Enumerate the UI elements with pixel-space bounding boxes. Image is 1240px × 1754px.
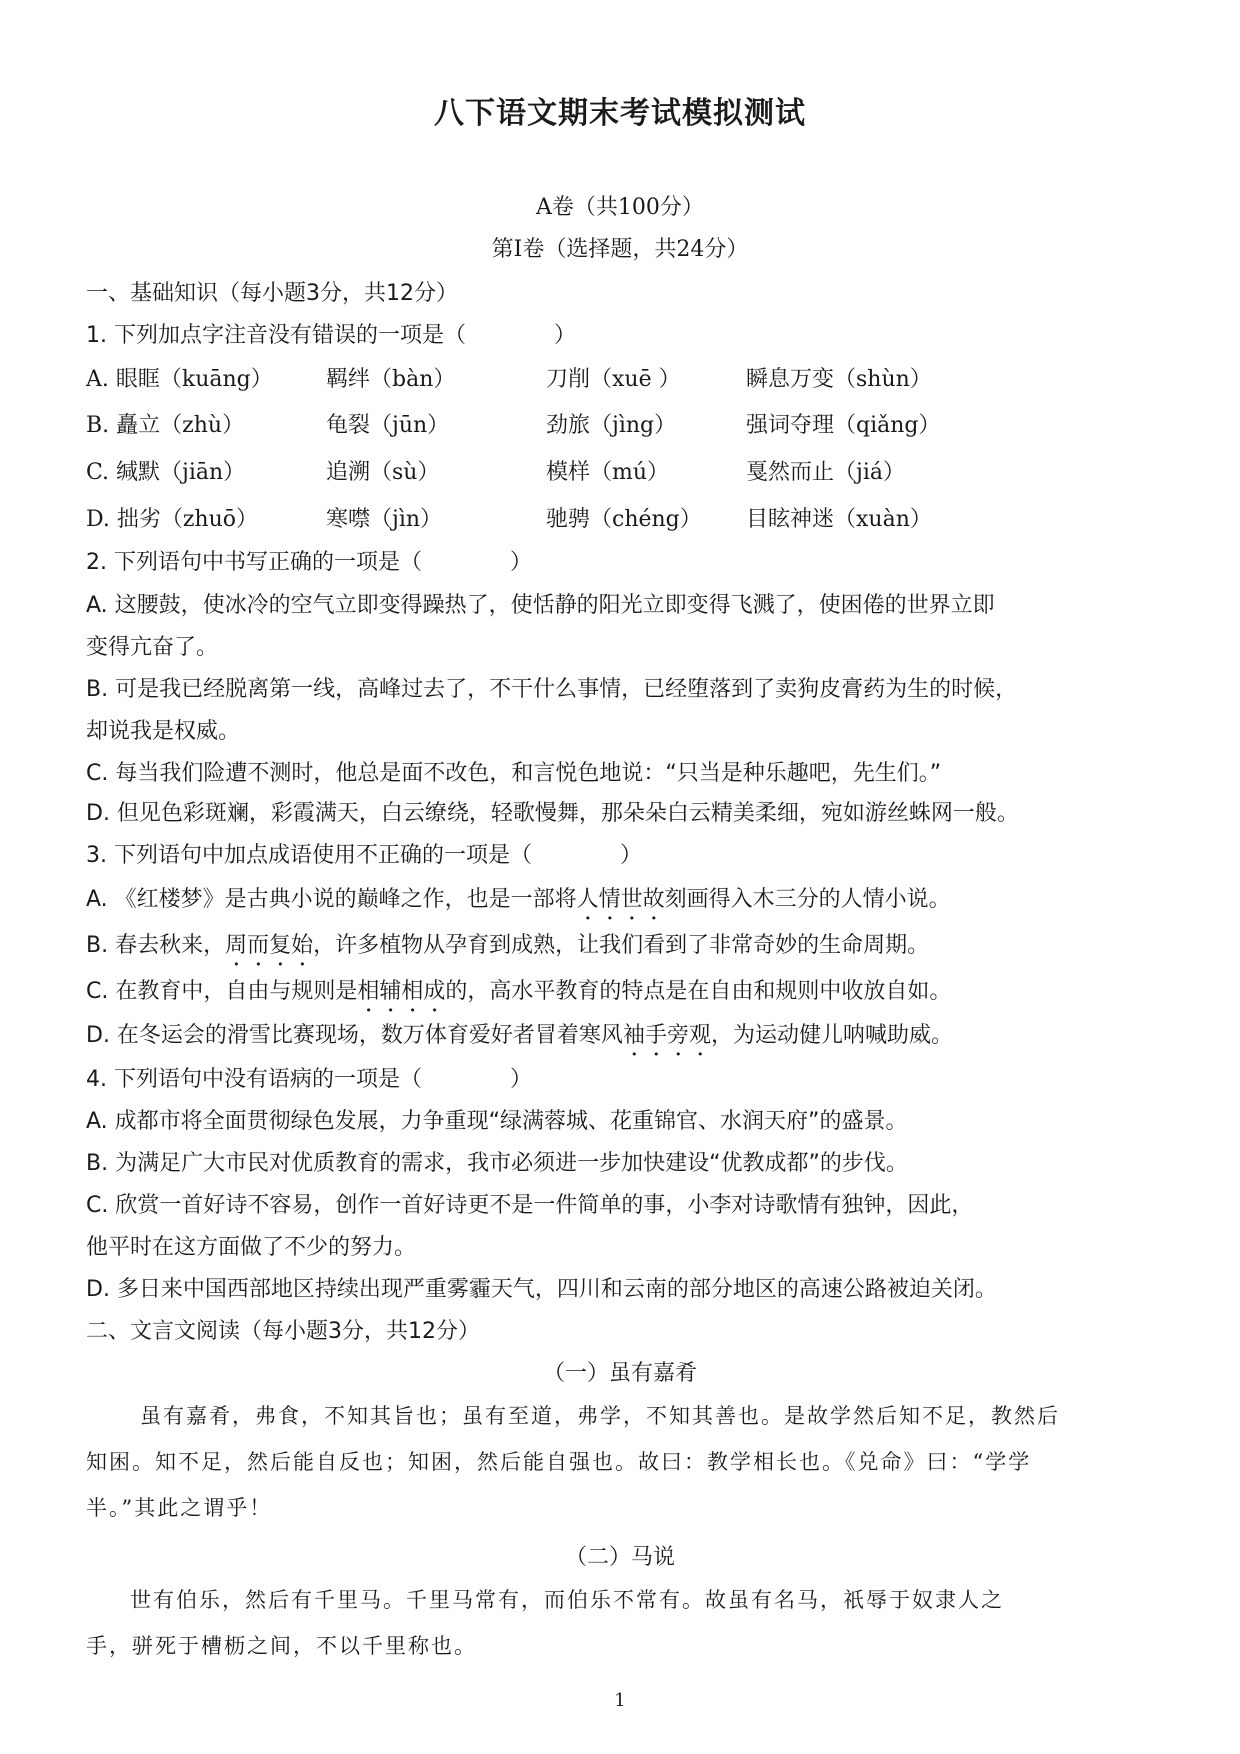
q2-option-c: C. 每当我们险遭不测时，他总是面不改色，和言悦色地说：“只当是种乐趣吧，先生们。” <box>86 761 942 786</box>
q2-option-a-line1: A. 这腰鼓，使冰冷的空气立即变得躁热了，使恬静的阳光立即变得飞溅了，使困倦的世界立即 <box>86 593 995 618</box>
q3-b-text-end: ，许多植物从孕育到成熟，让我们看到了非常奇妙的生命周期。 <box>313 933 930 958</box>
q4-option-d: D. 多日来中国西部地区持续出现严重雾霾天气，四川和云南的部分地区的高速公路被迫关闭。 <box>86 1277 997 1302</box>
q1-a-4: 瞬息万变（shùn） <box>746 367 932 392</box>
passage-2-title: （二）马说 <box>564 1545 675 1570</box>
q2-option-b-line2: 却说我是权威。 <box>86 719 241 744</box>
q3-option-a <box>86 882 951 925</box>
q2-option-b-line1: B. 可是我已经脱离第一线，高峰过去了，不干什么事情，已经堕落到了卖狗皮膏药为生的时候， <box>86 677 1018 702</box>
q3-stem: 3. 下列语句中加点成语使用不正确的一项是（ ） <box>86 843 642 868</box>
q1-a-1: A. 眼眶（kuāng） <box>86 367 273 392</box>
q3-c-idiom: 相辅相成 <box>357 979 446 1004</box>
q3-a-text-end: 刻画得入木三分的人情小说。 <box>664 887 951 912</box>
q1-stem: 1. 下列加点字注音没有错误的一项是（ ） <box>86 323 576 348</box>
passage-1-line2: 知困。知不足，然后能自反也；知困，然后能自强也。故曰：教学相长也。《兑命》曰：“学学 <box>86 1450 1032 1474</box>
q1-c-4: 戛然而止（jiá） <box>746 460 905 485</box>
q3-option-c <box>86 974 951 1017</box>
passage-1-title: （一）虽有嘉肴 <box>542 1361 697 1386</box>
q1-d-2: 寒噤（jìn） <box>326 507 443 532</box>
q3-b-text: B. 春去秋来， <box>86 933 226 958</box>
exam-title: 八下语文期末考试模拟测试 <box>434 96 806 131</box>
q1-a-3: 刀削（xuē ） <box>546 367 681 392</box>
passage-2-line1: 世有伯乐，然后有千里马。千里马常有，而伯乐不常有。故虽有名马，祇辱于奴隶人之 <box>130 1588 1004 1612</box>
q1-b-3: 劲旅（jìng） <box>546 413 677 438</box>
q3-c-text-end: 的，高水平教育的特点是在自由和规则中收放自如。 <box>445 979 952 1004</box>
q2-option-a-line2: 变得亢奋了。 <box>86 635 219 660</box>
q1-c-1: C. 缄默（jiān） <box>86 460 246 485</box>
passage-1-line1: 虽有嘉肴，弗食，不知其旨也；虽有至道，弗学，不知其善也。是故学然后知不足，教然后 <box>140 1404 1060 1428</box>
q4-option-a: A. 成都市将全面贯彻绿色发展，力争重现“绿满蓉城、花重锦官、水润天府”的盛景。 <box>86 1109 908 1134</box>
q1-b-1: B. 矗立（zhù） <box>86 413 245 438</box>
passage-1-line3: 半。”其此之谓乎！ <box>86 1496 273 1520</box>
page-number: 1 <box>614 1690 626 1711</box>
q3-b-idiom: 周而复始 <box>225 933 314 958</box>
q3-d-text: D. 在冬运会的滑雪比赛现场，数万体育爱好者冒着寒风 <box>86 1023 623 1048</box>
q3-d-text-end: ，为运动健儿呐喊助威。 <box>710 1023 953 1048</box>
q1-c-3: 模样（mú） <box>546 460 670 485</box>
q3-d-idiom: 袖手旁观 <box>622 1023 711 1048</box>
q3-option-b <box>86 928 929 971</box>
q2-stem: 2. 下列语句中书写正确的一项是（ ） <box>86 550 532 575</box>
q1-d-4: 目眩神迷（xuàn） <box>746 507 932 532</box>
q3-c-text: C. 在教育中，自由与规则是 <box>86 979 358 1004</box>
passage-2-line2: 手，骈死于槽枥之间，不以千里称也。 <box>86 1634 477 1658</box>
q4-option-c-line2: 他平时在这方面做了不少的努力。 <box>86 1235 417 1260</box>
section-2-heading: 二、文言文阅读（每小题3分，共12分） <box>86 1319 480 1344</box>
q2-option-d: D. 但见色彩斑斓，彩霞满天，白云缭绕，轻歌慢舞，那朵朵白云精美柔细，宛如游丝蛛网一般。 <box>86 801 1019 826</box>
q1-d-1: D. 拙劣（zhuō） <box>86 507 259 532</box>
q3-a-text: A. 《红楼梦》是古典小说的巅峰之作，也是一部将 <box>86 887 577 912</box>
volume-a-heading: A卷（共100分） <box>536 195 704 220</box>
q1-a-2: 羁绊（bàn） <box>326 367 456 392</box>
q4-stem: 4. 下列语句中没有语病的一项是（ ） <box>86 1067 532 1092</box>
q1-d-3: 驰骋（chéng） <box>546 507 702 532</box>
q3-a-idiom: 人情世故 <box>576 887 665 912</box>
q3-option-d <box>86 1018 953 1061</box>
section-1-heading: 一、基础知识（每小题3分，共12分） <box>86 281 458 306</box>
q4-option-b: B. 为满足广大市民对优质教育的需求，我市必须进一步加快建设“优教成都”的步伐。 <box>86 1151 908 1176</box>
q1-c-2: 追溯（sù） <box>326 460 440 485</box>
q4-option-c-line1: C. 欣赏一首好诗不容易，创作一首好诗更不是一件简单的事，小李对诗歌情有独钟，因此， <box>86 1193 974 1218</box>
part-1-heading: 第Ⅰ卷（选择题，共24分） <box>491 237 749 262</box>
q1-b-2: 龟裂（jūn） <box>326 413 450 438</box>
q1-b-4: 强词夺理（qiǎng） <box>746 413 941 438</box>
